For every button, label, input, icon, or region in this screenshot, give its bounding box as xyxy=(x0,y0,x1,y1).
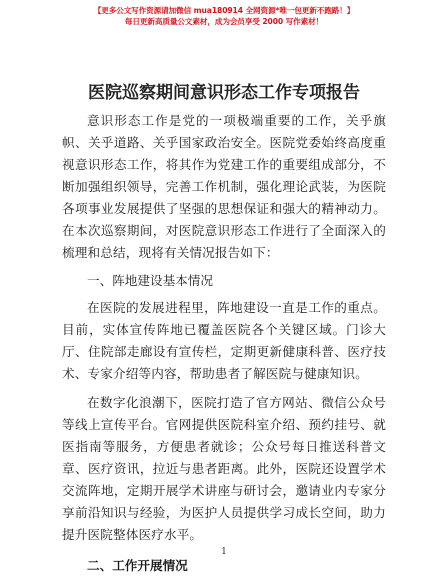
section1-heading: 一、阵地建设基本情况 xyxy=(87,273,213,288)
section1-paragraph-1: 在医院的发展进程里，阵地建设一直是工作的重点。目前，实体宣传阵地已覆盖医院各个关键区域。门诊大厅、住院部走廊设有宣传栏，定期更新健康科普、医疗技术、专家介绍等内容，帮助患者了解医院与健康知识。 xyxy=(62,300,386,381)
promo-banner-line1: 【更多公文写作资源请加微信 mua180914 全网资源*唯一包更新不跑路！】 xyxy=(93,6,355,15)
page-number: 1 xyxy=(221,547,227,557)
document-body xyxy=(62,110,386,582)
promo-banner xyxy=(0,6,448,27)
intro-paragraph: 意识形态工作是党的一项极端重要的工作，关乎旗帜、关乎道路、关乎国家政治安全。医院党委始终高度重视意识形态工作，将其作为党建工作的重要组成部分，不断加强组织领导，完善工作机制，强化理论武装，为医院各项事业发展提供了坚强的思想保证和强大的精神动力。在本次巡察期间，对医院意识形态工作进行了全面深入的梳理和总结，现将有关情况报告如下： xyxy=(62,113,386,260)
promo-banner-line2: 每日更新高质量公文素材，成为会员享受 2000 写作素材！ xyxy=(124,17,324,26)
document-title: 医院巡察期间意识形态工作专项报告 xyxy=(88,83,360,103)
section1-paragraph-2: 在数字化浪潮下，医院打造了官方网站、微信公众号等线上宣传平台。官网提供医院科室介绍、预约挂号、就医指南等服务，方便患者就诊；公众号每日推送科普文章、医疗资讯，拉近与患者距离。此外，医院还设置学术交流阵地，定期开展学术讲座与研讨会，邀请业内专家分享前沿知识与经验，为医护人员提供学习成长空间，助力提升医院整体医疗水平。 xyxy=(62,395,386,542)
section2-heading: 二、工作开展情况 xyxy=(87,558,188,573)
